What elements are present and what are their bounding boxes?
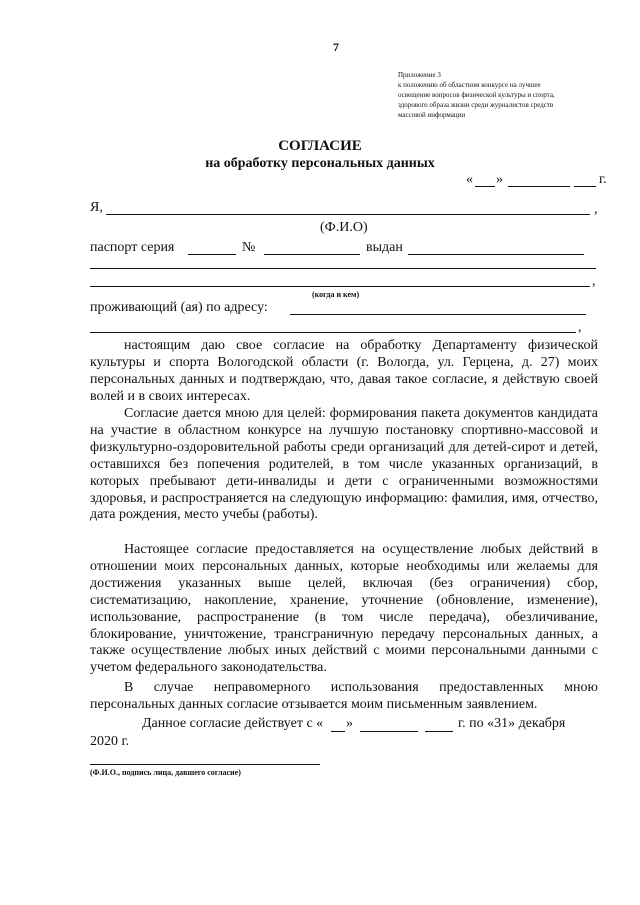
document-title: СОГЛАСИЕ [278,138,362,154]
validity-year-blank[interactable] [425,731,453,732]
paragraph-consent: настоящим даю свое согласие на обработку Департаменту физической культуры и спорта Вологодской области (г. Вологда, ул. Герцена, д. 27) моих персональных данных и подтверждаю, что, давая такое согласие, я действую своей волей и в своих интересах. [90,338,598,404]
annex-note: Приложение 3 к положению об областном конкурсе на лучшее освещение вопросов физической культуры и спорта, здорового образа жизни среди журналистов средств массовой информации [398,71,555,119]
validity-day-blank[interactable] [331,731,345,732]
validity-text: Данное согласие действует с « [142,716,324,731]
document-subtitle: на обработку персональных данных [205,156,435,171]
signature-field[interactable] [90,764,320,765]
day-blank[interactable] [475,186,495,187]
passport-number-field[interactable] [264,254,360,255]
issued-caption: (когда и кем) [312,290,360,299]
fio-caption: (Ф.И.О) [320,220,368,235]
issued-field-line3[interactable] [90,286,590,287]
paragraph-actions: Настоящее согласие предоставляется на осуществление любых действий в отношении моих персональных данных, которые необходимы или желаемы для достижения указанных выше целей, включая (без ограничения) сбор, систематизацию, накопление, хранение, уточнение (обновление, изменение), использование, распространение (в том числе передача), обезличивание, блокирование, уничтожение, трансграничную передачу персональных данных, а также осуществление любых иных действий с моими персональными данными с учетом федерального законодательства. [90,542,598,676]
signature-caption: (Ф.И.О., подпись лица, давшего согласие) [90,768,241,777]
passport-number-label: № [242,240,256,255]
year-blank[interactable] [574,186,596,187]
paragraph-purpose: Согласие дается мною для целей: формирования пакета документов кандидата на участие в областном конкурсе на лучшую постановку спортивно-массовой и физкультурно-оздоровительной работы среди организаций для детей-сирот и детей, оставшихся без попечения родителей, в том числе указанных организаций, в которых пребывают дети-инвалиды и дети с ограниченными возможностями здоровья, и распространяется на следующую информацию: фамилия, имя, отчество, дата рождения, место учебы (работы). [90,406,598,523]
address-field-line2[interactable] [90,332,576,333]
address-label: проживающий (ая) по адресу: [90,300,268,315]
passport-series-label: паспорт серия [90,240,175,255]
issued-field-line2[interactable] [90,268,596,269]
issued-field[interactable] [408,254,584,255]
page-number: 7 [333,40,339,54]
validity-month-blank[interactable] [360,731,418,732]
month-blank[interactable] [508,186,570,187]
ya-label: Я, [90,200,103,215]
passport-series-field[interactable] [188,254,236,255]
issued-label: выдан [366,240,403,255]
address-field[interactable] [290,314,586,315]
paragraph-revocation: В случае неправомерного использования предоставленных мною персональных данных согласие отзывается моим письменным заявлением. [90,680,598,712]
fio-field[interactable] [106,214,590,215]
